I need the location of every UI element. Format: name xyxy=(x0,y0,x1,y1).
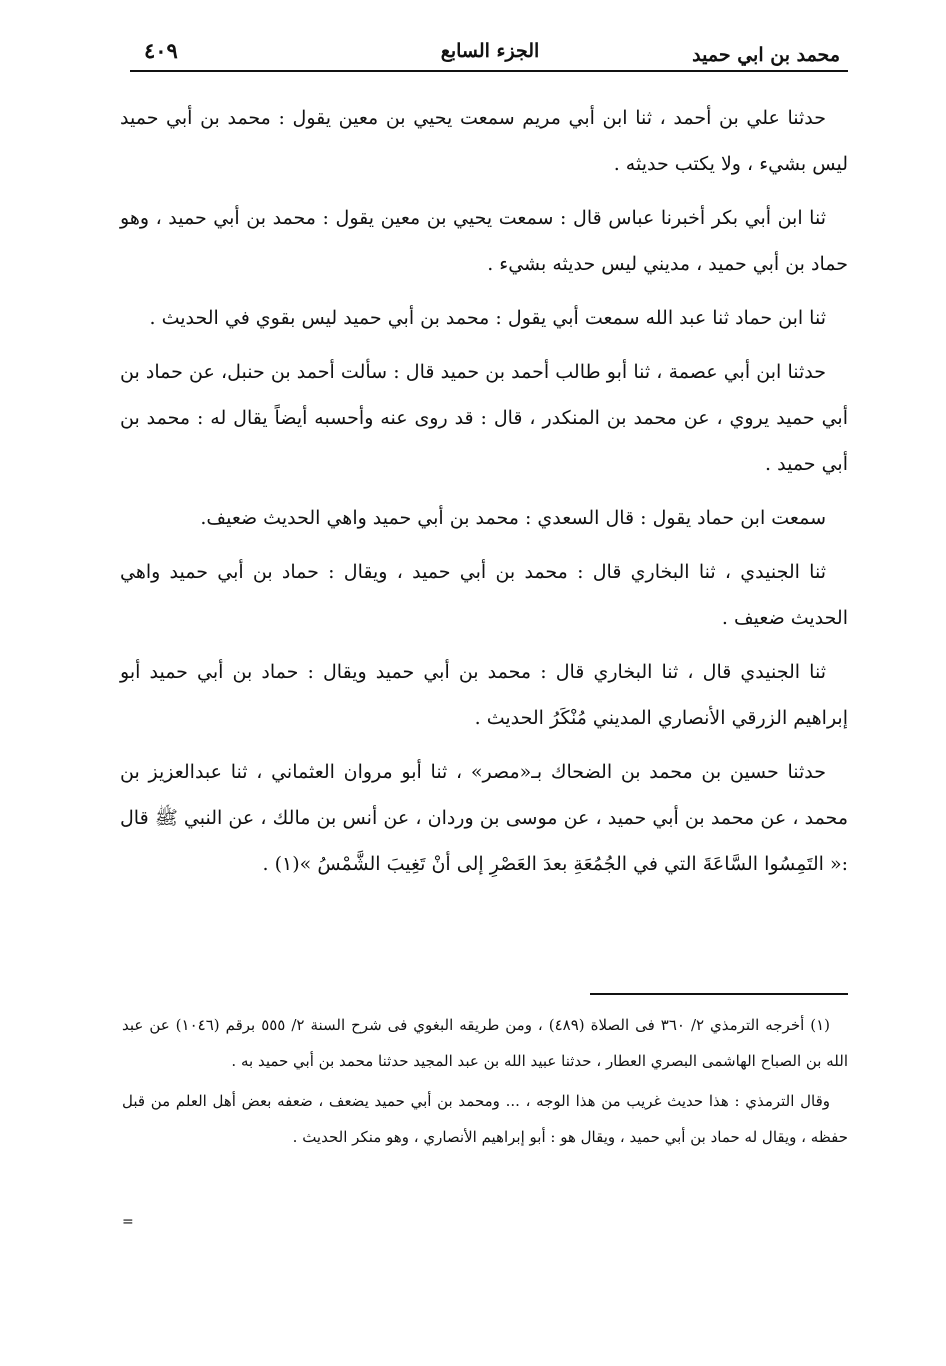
paragraph: ثنا الجنيدي قال ، ثنا البخاري قال : محمد بن أبي حميد ويقال : حماد بن أبي حميد أبو إبراهيم الزرقي الأنصاري المديني مُنْكَرُ الحديث . xyxy=(120,661,848,729)
paragraph: سمعت ابن حماد يقول : قال السعدي : محمد بن أبي حميد واهي الحديث ضعيف. xyxy=(200,507,826,529)
paragraph: حدثنا ابن أبي عصمة ، ثنا أبو طالب أحمد بن حميد قال : سألت أحمد بن حنبل، عن حماد بن أبي حميد يروي ، عن محمد بن المنكدر ، قال : قد روى عنه وأحسبه أيضاً يقال له : محمد بن أبي حميد . xyxy=(120,361,848,475)
header-rule xyxy=(130,70,848,72)
paragraph: حدثنا علي بن أحمد ، ثنا ابن أبي مريم سمعت يحيي بن معين يقول : محمد بن أبي حميد ليس بشيء ، ولا يكتب حديثه . xyxy=(120,107,848,175)
page-number: ٤٠٩ xyxy=(144,38,178,63)
paragraph: حدثنا حسين بن محمد بن الضحاك بـ«مصر» ، ثنا أبو مروان العثماني ، ثنا عبدالعزيز بن محمد ، عن محمد بن أبي حميد ، عن موسى بن وردان ، عن أنس بن مالك ، عن النبي ﷺ قال :« التَمِسُوا السَّاعَةَ التي في الجُمُعَةِ بعدَ العَصْرِ إلى أنْ تَغِيبَ الشَّمْسُ »(١) . xyxy=(120,761,848,875)
page-header xyxy=(130,38,850,70)
paragraph: ثنا ابن حماد ثنا عبد الله سمعت أبي يقول : محمد بن أبي حميد ليس بقوي في الحديث . xyxy=(149,307,826,329)
volume-label: الجزء السابع xyxy=(440,40,540,62)
footnote: (١) أخرجه الترمذي ٢/ ٣٦٠ فى الصلاة (٤٨٩) ، ومن طريقه البغوي فى شرح السنة ٢/ ٥٥٥ برقم (١٠٤٦) عن عبد الله بن الصباح الهاشمى البصري العطار ، حدثنا عبيد الله بن عبد المجيد حدثنا محمد بن أبي حميد به . xyxy=(122,1016,848,1070)
footnote: وقال الترمذي : هذا حديث غريب من هذا الوجه ، ... ومحمد بن أبي حميد يضعف ، ضعفه بعض أهل العلم من قبل حفظه ، ويقال له حماد بن أبي حميد ، ويقال هو : أبو إبراهيم الأنصاري ، وهو منكر الحديث . xyxy=(122,1092,848,1146)
footnote-rule xyxy=(590,993,848,995)
paragraph: ثنا الجنيدي ، ثنا البخاري قال : محمد بن أبي حميد ، ويقال : حماد بن أبي حميد واهي الحديث ضعيف . xyxy=(120,561,848,629)
continuation-mark: = xyxy=(122,1214,134,1230)
footnotes xyxy=(122,1007,848,1159)
main-text xyxy=(120,95,848,895)
paragraph: ثنا ابن أبي بكر أخبرنا عباس قال : سمعت يحيي بن معين يقول : محمد بن أبي حميد ، وهو حماد بن أبي حميد ، مديني ليس حديثه بشيء . xyxy=(120,207,848,275)
running-title: محمد بن ابي حميد xyxy=(692,44,840,66)
